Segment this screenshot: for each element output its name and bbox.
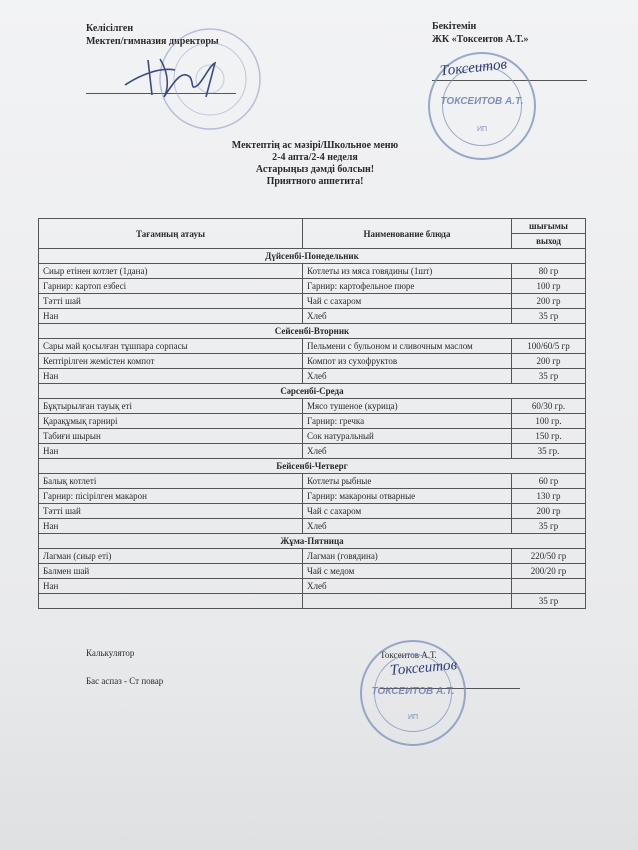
dish-output: 35 гр — [512, 369, 586, 384]
page-title — [150, 140, 480, 188]
dish-output: 220/50 гр — [512, 549, 586, 564]
dish-name-kz: Гарнир: картоп езбесі — [39, 279, 303, 294]
director-label: Мектеп/гимназия директоры — [86, 36, 219, 47]
dish-name-ru: Лагман (говядина) — [303, 549, 512, 564]
dish-output: 35 гр. — [512, 444, 586, 459]
dish-output: 130 гр — [512, 489, 586, 504]
dish-name-kz: Тәтті шай — [39, 294, 303, 309]
dish-name-kz: Сиыр етінен котлет (1дана) — [39, 264, 303, 279]
dish-name-kz: Нан — [39, 369, 303, 384]
approve-label: Бекітемін — [432, 21, 477, 32]
table-row — [39, 399, 586, 414]
table-row — [39, 489, 586, 504]
stamp-sub: ИП — [476, 126, 488, 133]
footer-signer-name: Токсеитов А.Т. — [380, 650, 437, 660]
agreed-label: Келісілген — [86, 23, 134, 34]
dish-output: 200/20 гр — [512, 564, 586, 579]
table-row — [39, 549, 586, 564]
dish-name-kz: Нан — [39, 444, 303, 459]
footer-stamp-sub: ИП — [407, 714, 419, 721]
dish-name-ru: Чай с сахаром — [303, 504, 512, 519]
day-header-row — [39, 459, 586, 474]
day-name: Сәрсенбі-Среда — [39, 384, 586, 399]
dish-name-ru: Хлеб — [303, 579, 512, 594]
footer-signature: Токсеитов — [389, 657, 458, 679]
dish-name-ru: Мясо тушеное (курица) — [303, 399, 512, 414]
dish-name-kz: Кептірілген жемістен компот — [39, 354, 303, 369]
dish-name-ru: Котлеты из мяса говядины (1шт) — [303, 264, 512, 279]
dish-name-kz: Балық котлеті — [39, 474, 303, 489]
dish-name-kz: Гарнир: пісірілген макарон — [39, 489, 303, 504]
table-row — [39, 279, 586, 294]
day-name: Бейсенбі-Четверг — [39, 459, 586, 474]
footer-stamp — [360, 640, 466, 746]
dish-output: 150 гр. — [512, 429, 586, 444]
dish-name-ru: Хлеб — [303, 444, 512, 459]
day-name: Дүйсенбі-Понедельник — [39, 249, 586, 264]
dish-output: 100 гр. — [512, 414, 586, 429]
dish-name-ru: Хлеб — [303, 309, 512, 324]
col-header-output-ru: выход — [512, 234, 586, 249]
day-name: Сейсенбі-Вторник — [39, 324, 586, 339]
menu-table — [38, 218, 586, 609]
director-signature-icon — [120, 45, 230, 105]
table-row — [39, 564, 586, 579]
dish-name-kz: Балмен шай — [39, 564, 303, 579]
col-header-output-kz: шығымы — [512, 219, 586, 234]
dish-name-ru: Гарнир: гречка — [303, 414, 512, 429]
day-header-row — [39, 384, 586, 399]
title-line-1: Мектептің ас мәзірі/Школьное меню — [231, 140, 399, 151]
dish-output: 35 гр — [512, 309, 586, 324]
dish-output: 200 гр — [512, 354, 586, 369]
dish-name-kz: Сары май қосылған тұшпара сорпасы — [39, 339, 303, 354]
table-header-row — [39, 219, 586, 234]
dish-output: 60/30 гр. — [512, 399, 586, 414]
table-row — [39, 339, 586, 354]
table-row — [39, 579, 586, 594]
title-line-3: Астарыңыз дәмді болсын! — [255, 164, 375, 175]
dish-name-kz: Нан — [39, 579, 303, 594]
dish-output — [512, 579, 586, 594]
table-row — [39, 474, 586, 489]
day-header-row — [39, 249, 586, 264]
day-header-row — [39, 534, 586, 549]
dish-name-ru: Чай с сахаром — [303, 294, 512, 309]
dish-name-kz: Бұқтырылған тауық еті — [39, 399, 303, 414]
dish-name-kz: Нан — [39, 519, 303, 534]
dish-name-ru: Гарнир: картофельное пюре — [303, 279, 512, 294]
entrepreneur-signature: Токсеитов — [439, 56, 508, 80]
dish-name-kz: Тәтті шай — [39, 504, 303, 519]
dish-output: 200 гр — [512, 504, 586, 519]
dish-name-ru: Компот из сухофруктов — [303, 354, 512, 369]
title-line-2: 2-4 апта/2-4 неделя — [272, 152, 358, 163]
table-row — [39, 309, 586, 324]
dish-name-ru: Хлеб — [303, 519, 512, 534]
calculator-label: Калькулятор — [86, 648, 135, 658]
table-row — [39, 354, 586, 369]
day-header-row — [39, 324, 586, 339]
dish-name-kz: Қарақұмық гарнирі — [39, 414, 303, 429]
col-header-kz: Тағамның атауы — [39, 219, 303, 249]
dish-name-ru: Хлеб — [303, 369, 512, 384]
stamp-name: ТОКСЕИТОВ А.Т. — [440, 96, 524, 107]
dish-name-kz — [39, 594, 303, 609]
table-row — [39, 504, 586, 519]
dish-name-kz: Табиғи шырын — [39, 429, 303, 444]
dish-output: 100/60/5 гр — [512, 339, 586, 354]
chef-label: Бас аспаз - Ст повар — [86, 676, 164, 686]
approval-right-block — [432, 20, 528, 46]
table-row — [39, 429, 586, 444]
dish-name-kz: Лагман (сиыр еті) — [39, 549, 303, 564]
col-header-ru: Наименование блюда — [303, 219, 512, 249]
dish-name-ru: Котлеты рыбные — [303, 474, 512, 489]
dish-output: 80 гр — [512, 264, 586, 279]
dish-name-ru: Пельмени с бульоном и сливочным маслом — [303, 339, 512, 354]
dish-name-ru: Чай с медом — [303, 564, 512, 579]
dish-name-ru — [303, 594, 512, 609]
table-row — [39, 444, 586, 459]
table-row — [39, 264, 586, 279]
table-row — [39, 594, 586, 609]
dish-name-kz: Нан — [39, 309, 303, 324]
dish-name-ru: Гарнир: макароны отварные — [303, 489, 512, 504]
table-row — [39, 519, 586, 534]
dish-name-ru: Сок натуральный — [303, 429, 512, 444]
dish-output: 100 гр — [512, 279, 586, 294]
dish-output: 35 гр — [512, 519, 586, 534]
table-row — [39, 369, 586, 384]
table-row — [39, 414, 586, 429]
dish-output: 60 гр — [512, 474, 586, 489]
table-row — [39, 294, 586, 309]
dish-output: 200 гр — [512, 294, 586, 309]
day-name: Жұма-Пятница — [39, 534, 586, 549]
footer-stamp-name: ТОКСЕИТОВ А.Т. — [371, 686, 455, 697]
dish-output: 35 гр — [512, 594, 586, 609]
entrepreneur-label: ЖК «Токсеитов А.Т.» — [432, 34, 529, 45]
title-line-4: Приятного аппетита! — [266, 176, 364, 187]
